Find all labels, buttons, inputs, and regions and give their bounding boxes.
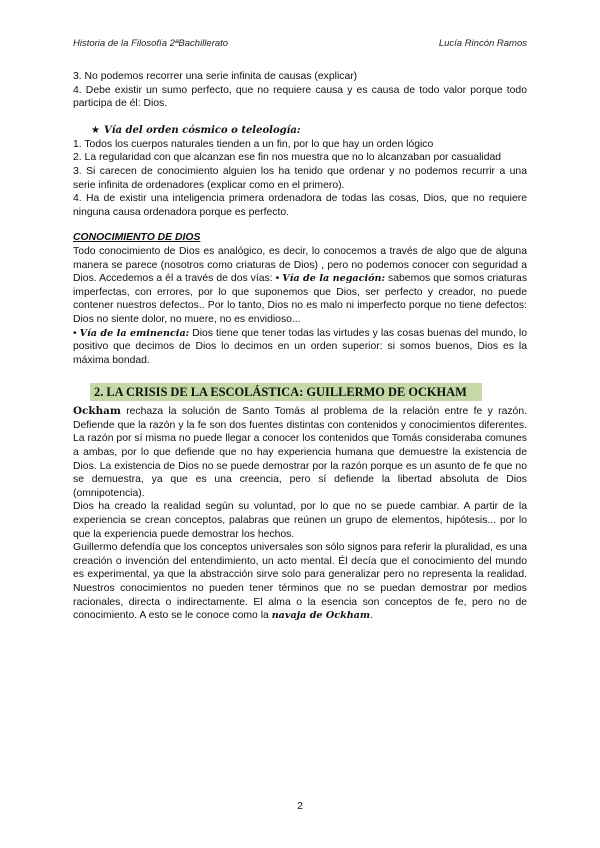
via-negacion-label: Vía de la negación: bbox=[282, 273, 386, 285]
orden-item-2: 2. La regularidad con que alcanzan ese fin nos muestra que no lo alcanzaban por casualidad bbox=[73, 152, 502, 164]
section-2-heading: 2. LA CRISIS DE LA ESCOLÁSTICA: GUILLERMO DE OCKHAM bbox=[90, 383, 482, 401]
bullet-icon: • bbox=[73, 327, 77, 339]
ockham-bold: Ockham bbox=[73, 405, 121, 418]
header-course: Historia de la Filosofía 2ªBachillerato bbox=[73, 38, 229, 49]
ockham-paragraph-3: Guillermo defendía que los conceptos universales son sólo signos para referir la pluralidad, es una creación o invención del entendimiento, un acto mental. Él decía que el conocimiento del mundo es experimental, ya que la abstracción sirve solo para generalizar pero no representa la realidad. Nuestros conocimientos no pueden tener términos que no se puedan demostrar por medios racionales, directa o indirectamente. El alma o la esencia son conceptos de fe, pero no de conocimiento. A esto se le conoce como la navaja de Ockham. bbox=[73, 542, 527, 622]
conocimiento-title: CONOCIMIENTO DE DIOS bbox=[73, 232, 201, 244]
via-eminencia-label: Vía de la eminencia: bbox=[79, 327, 190, 339]
conocimiento-paragraph-1: Todo conocimiento de Dios es analógico, es decir, lo conocemos a través de algo que de alguna manera se parece (nosotros como criaturas de Dios) , pero no podemos conocer con seguridad a Dios. Accedemos a él a través de dos vías: • Vía de la negación: sabemos que somos criaturas imperfectas, con errores, por lo que suponemos que Dios, ser perfecto y creador, no puede contener nuestros defectos.. Por lo tanto, Dios no es malo ni imperfecto porque no tiene defectos: Dios no siente dolor, no muere, no es envidioso... bbox=[73, 245, 528, 325]
page-content bbox=[73, 70, 527, 623]
conocimiento-paragraph-2: • Vía de la eminencia: Dios tiene que tener todas las virtudes y las cosas buenas del mundo, lo positivo que decimos de Dios lo decimos en un orden superior: si somos buenos, Dios es la máxima bondad. bbox=[73, 327, 527, 366]
causal-item-4: 4. Debe existir un sumo perfecto, que no requiere causa y es causa de todo valor porque todo participa de él: Dios. bbox=[73, 84, 527, 110]
header-author: Lucía Rincón Ramos bbox=[438, 38, 527, 49]
navaja-label: navaja de Ockham bbox=[271, 610, 371, 622]
ockham-paragraph-1: Ockham rechaza la solución de Santo Tomás al problema de la relación entre fe y razón. Defiende que la razón y la fe son dos fuentes distintas con contenidos y conocimientos diferentes. La razón por sí misma no puede llegar a conocer los contenidos que Tomás consideraba comunes a ambas, por lo que defiende que no hay experiencia humana que demuestre la existencia de Dios. La existencia de Dios no se puede demostrar por la razón porque es un asunto de fe que no se demuestra, ya que es una creencia, pero sí defiende la libertad absoluta de Dios (omnipotencia). bbox=[73, 405, 527, 499]
causal-item-3: 3. No podemos recorrer una serie infinita de causas (explicar) bbox=[73, 71, 358, 82]
page-number: 2 bbox=[297, 800, 303, 812]
star-icon: ★ bbox=[91, 124, 100, 136]
orden-item-1: 1. Todos los cuerpos naturales tienden a un fin, por lo que hay un orden lógico bbox=[73, 138, 434, 150]
page-header bbox=[73, 38, 527, 54]
bullet-icon: • bbox=[275, 273, 280, 285]
orden-item-3: 3. Si carecen de conocimiento alguien los ha tenido que ordenar y no podemos recurrir a una serie infinita de ordenadores (explicar como en el primero). bbox=[73, 165, 527, 191]
orden-item-4: 4. Ha de existir una inteligencia primera ordenadora de todas las cosas, Dios, que no requiere ninguna causa ordenadora porque es perfecto. bbox=[73, 193, 527, 218]
via-orden-title: ★ Vía del orden cósmico o teleología: bbox=[91, 124, 301, 136]
ockham-paragraph-2: Dios ha creado la realidad según su voluntad, por lo que no se puede cambiar. A partir de la experiencia se crean conceptos, palabras que reúnen un grupo de elementos, hipótesis... por lo que la experiencia puede demostrar los hechos. bbox=[73, 501, 527, 540]
